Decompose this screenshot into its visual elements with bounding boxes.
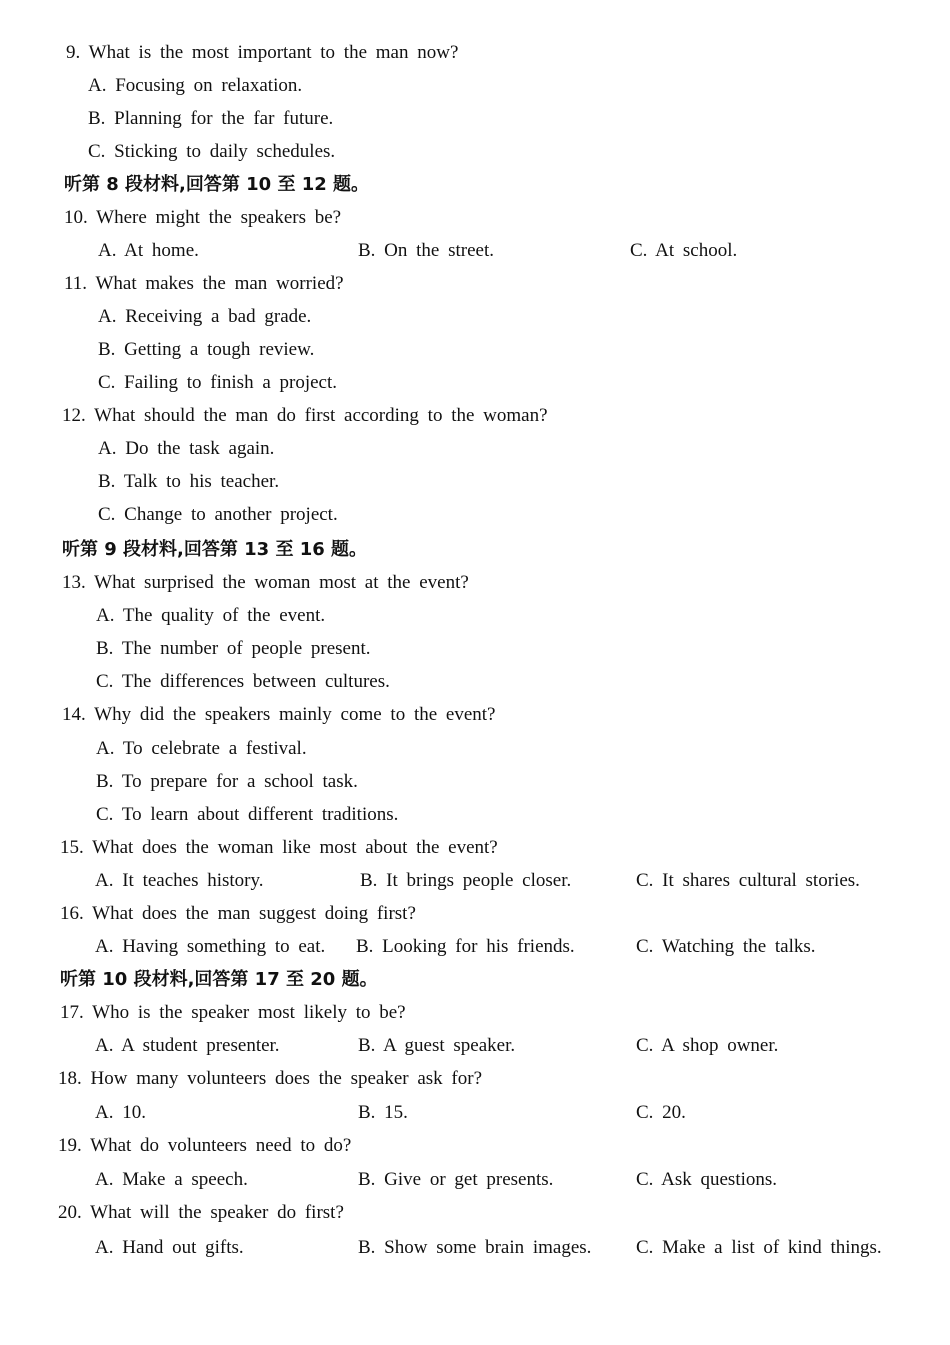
question-12-stem: 12. What should the man do first according to the woman? (62, 405, 548, 426)
question-9-stem: 9. What is the most important to the man now? (66, 42, 459, 63)
question-19-option-c: C. Ask questions. (636, 1169, 778, 1190)
question-12-option-b: B. Talk to his teacher. (98, 471, 280, 492)
question-10-option-a: A. At home. (98, 240, 199, 261)
question-13-option-a: A. The quality of the event. (96, 605, 326, 626)
question-11-option-a: A. Receiving a bad grade. (98, 306, 312, 327)
question-18-options (0, 1098, 950, 1128)
question-17-option-b: B. A guest speaker. (358, 1035, 516, 1056)
section-10-instruction: 听第 10 段材料,回答第 17 至 20 题。 (60, 969, 378, 990)
question-13-option-c: C. The differences between cultures. (96, 671, 390, 692)
question-20-option-b: B. Show some brain images. (358, 1237, 592, 1258)
question-10-option-c: C. At school. (630, 240, 738, 261)
question-20-option-c: C. Make a list of kind things. (636, 1237, 882, 1258)
question-14-option-c: C. To learn about different traditions. (96, 804, 399, 825)
question-19-options (0, 1165, 950, 1195)
question-10-option-b: B. On the street. (358, 240, 495, 261)
question-20-options (0, 1233, 950, 1263)
question-17-options (0, 1031, 950, 1061)
question-16-options (0, 932, 950, 962)
question-10-stem: 10. Where might the speakers be? (64, 207, 342, 228)
question-18-option-c: C. 20. (636, 1102, 686, 1123)
question-15-options (0, 866, 950, 896)
question-14-option-a: A. To celebrate a festival. (96, 738, 307, 759)
question-16-option-c: C. Watching the talks. (636, 936, 816, 957)
question-14-stem: 14. Why did the speakers mainly come to the event? (62, 704, 496, 725)
question-11-option-c: C. Failing to finish a project. (98, 372, 338, 393)
question-19-option-a: A. Make a speech. (95, 1169, 248, 1190)
question-17-option-c: C. A shop owner. (636, 1035, 779, 1056)
question-16-option-b: B. Looking for his friends. (356, 936, 575, 957)
question-15-option-a: A. It teaches history. (95, 870, 264, 891)
question-19-stem: 19. What do volunteers need to do? (58, 1135, 352, 1156)
question-11-stem: 11. What makes the man worried? (64, 273, 344, 294)
question-16-stem: 16. What does the man suggest doing first? (60, 903, 416, 924)
question-15-stem: 15. What does the woman like most about the event? (60, 837, 498, 858)
question-12-option-c: C. Change to another project. (98, 504, 338, 525)
question-16-option-a: A. Having something to eat. (95, 936, 326, 957)
section-8-instruction: 听第 8 段材料,回答第 10 至 12 题。 (64, 174, 370, 195)
question-12-option-a: A. Do the task again. (98, 438, 275, 459)
question-13-stem: 13. What surprised the woman most at the event? (62, 572, 469, 593)
section-9-instruction: 听第 9 段材料,回答第 13 至 16 题。 (62, 539, 368, 560)
question-10-options (0, 236, 950, 266)
question-18-option-b: B. 15. (358, 1102, 408, 1123)
question-14-option-b: B. To prepare for a school task. (96, 771, 358, 792)
question-13-option-b: B. The number of people present. (96, 638, 371, 659)
question-15-option-c: C. It shares cultural stories. (636, 870, 860, 891)
question-9-option-b: B. Planning for the far future. (88, 108, 334, 129)
question-18-option-a: A. 10. (95, 1102, 146, 1123)
question-17-option-a: A. A student presenter. (95, 1035, 280, 1056)
question-9-option-a: A. Focusing on relaxation. (88, 75, 303, 96)
question-17-stem: 17. Who is the speaker most likely to be? (60, 1002, 406, 1023)
question-19-option-b: B. Give or get presents. (358, 1169, 554, 1190)
question-15-option-b: B. It brings people closer. (360, 870, 572, 891)
question-20-option-a: A. Hand out gifts. (95, 1237, 244, 1258)
question-11-option-b: B. Getting a tough review. (98, 339, 315, 360)
question-18-stem: 18. How many volunteers does the speaker ask for? (58, 1068, 483, 1089)
question-20-stem: 20. What will the speaker do first? (58, 1202, 344, 1223)
question-9-option-c: C. Sticking to daily schedules. (88, 141, 336, 162)
